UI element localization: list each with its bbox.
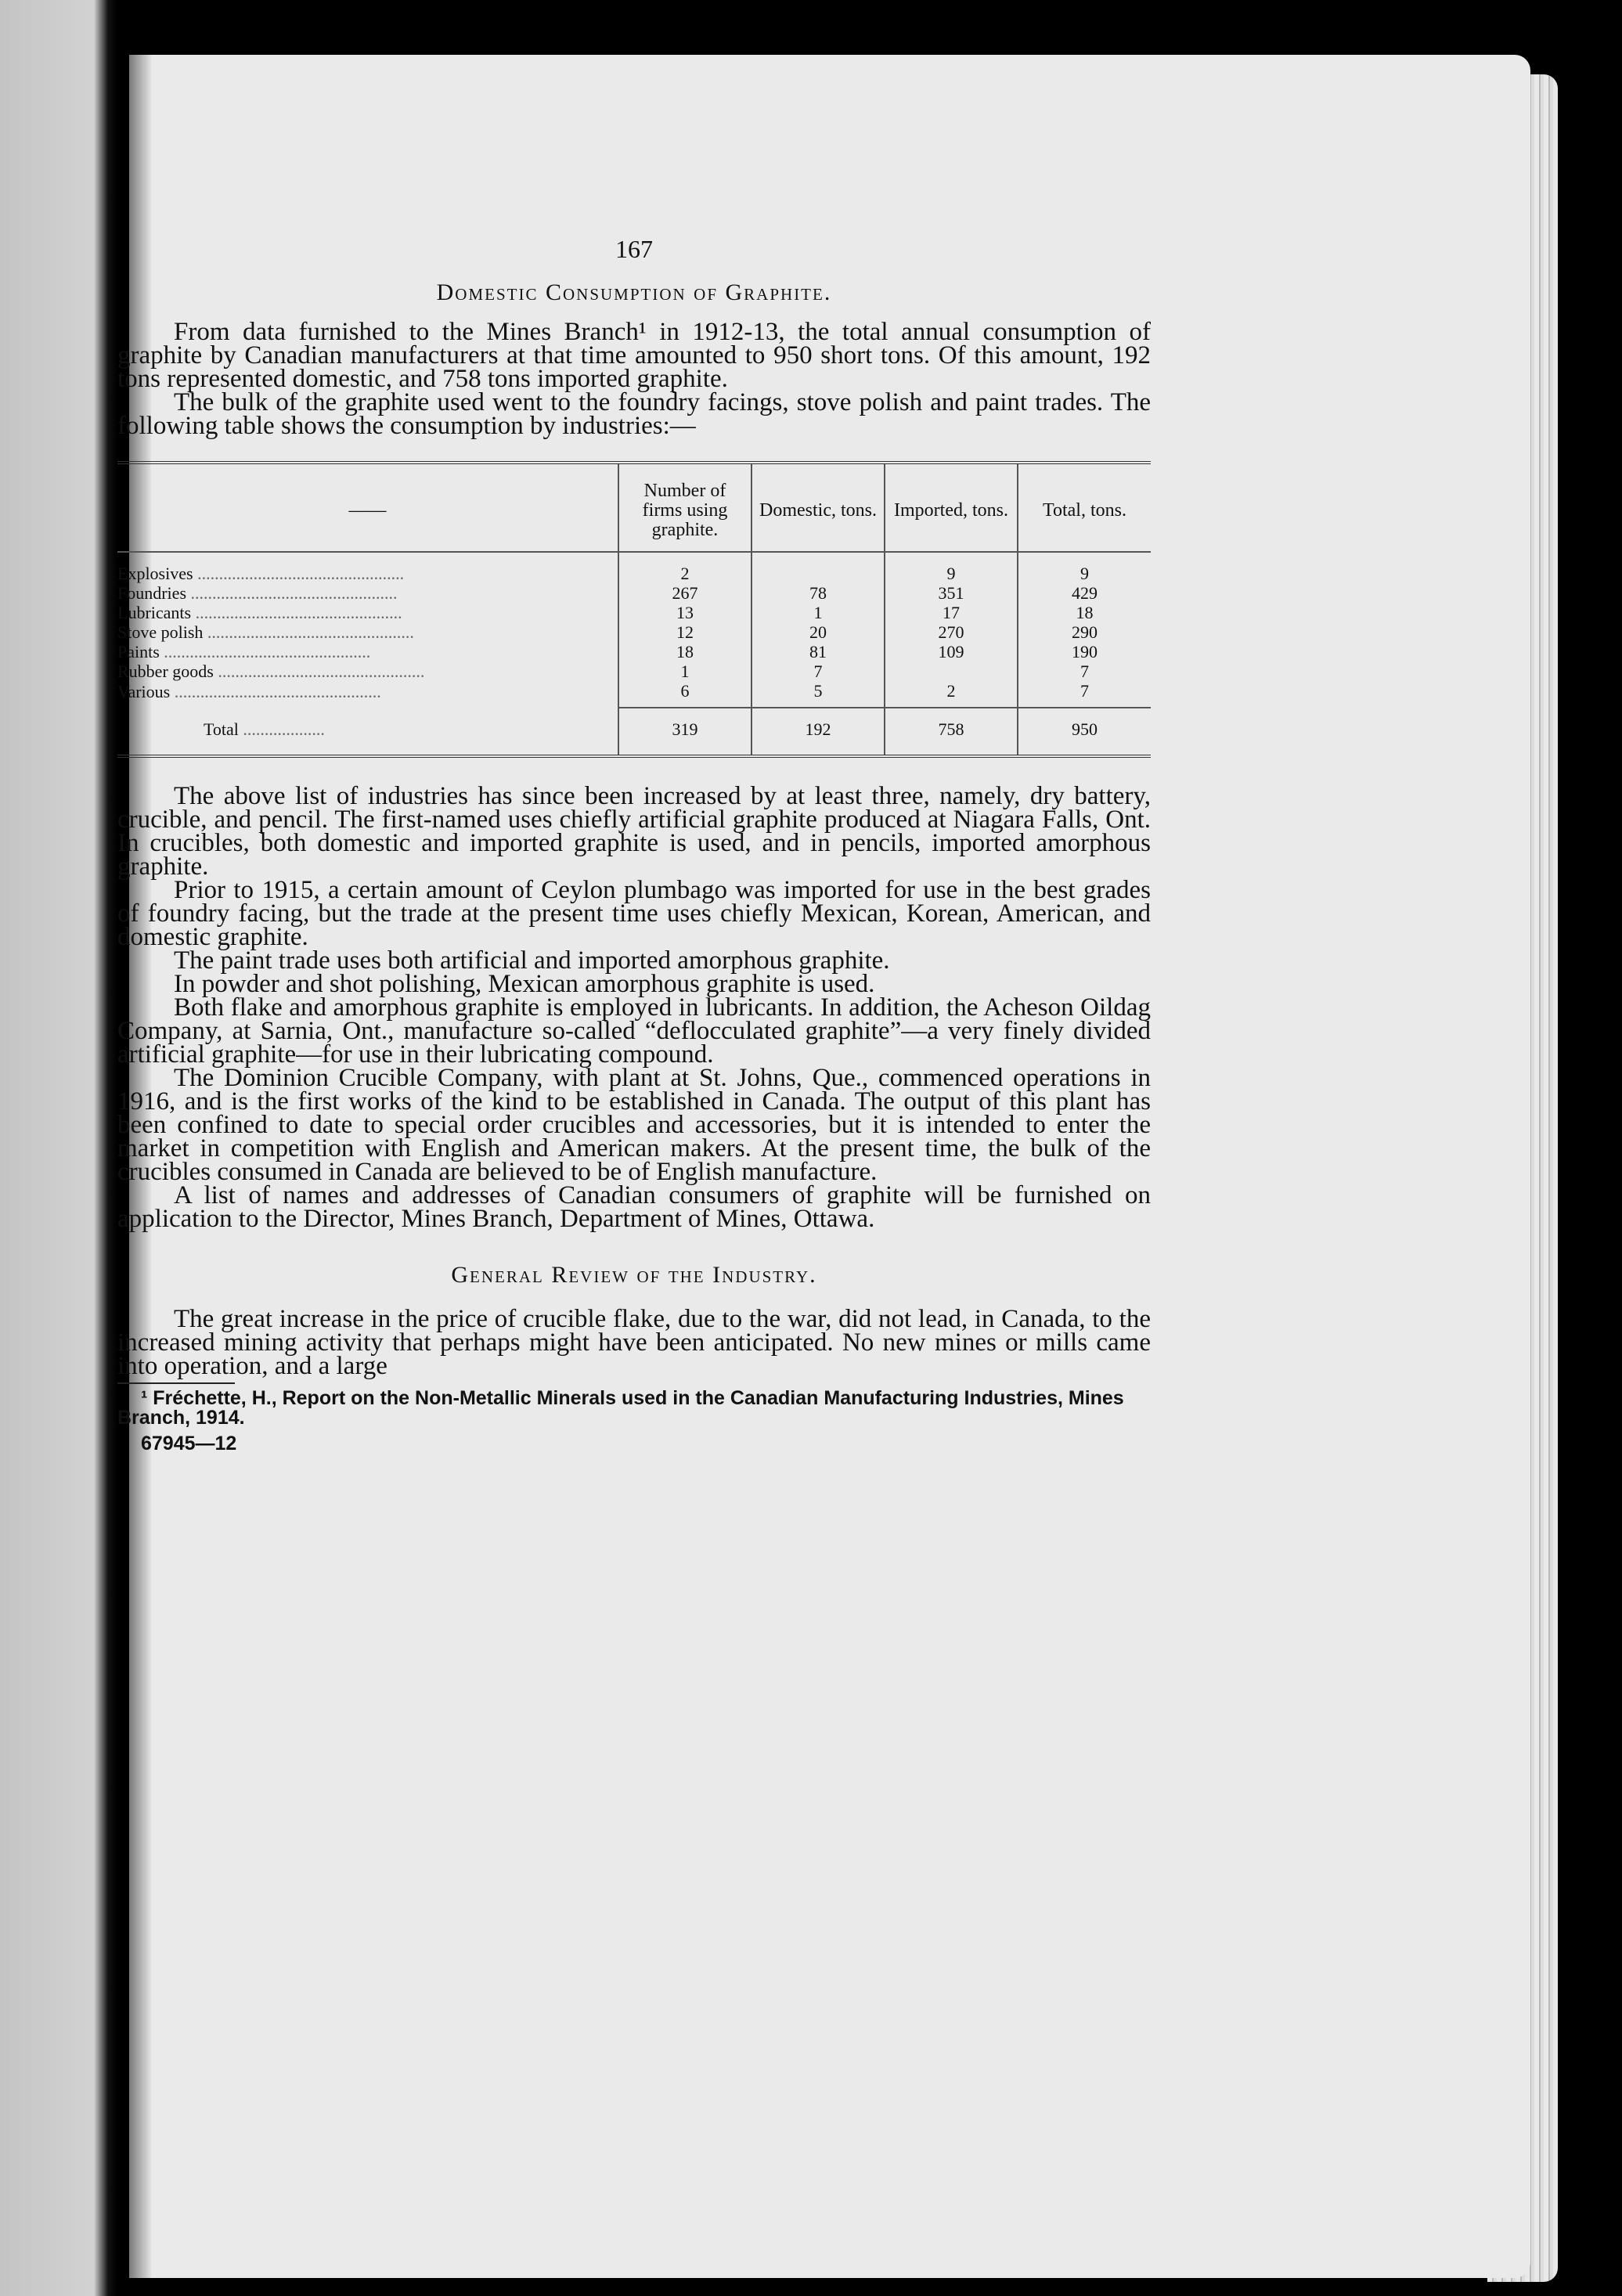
cell-firms: 2 — [618, 552, 752, 583]
row-label: Stove polish ..... — [117, 622, 618, 642]
table-header-firms: Number of firms using graphite. — [618, 464, 752, 552]
paragraph: Prior to 1915, a certain amount of Ceylon plumbago was imported for use in the best grades of foundry facing, but the trade at the present time uses chiefly Mexican, Korean, American, and domestic graphite. — [117, 876, 1151, 951]
table-row — [117, 681, 1151, 708]
cell-firms: 1 — [618, 661, 752, 681]
cell-firms: 13 — [618, 603, 752, 622]
cell-total: 7 — [1018, 661, 1151, 681]
cell-firms: 12 — [618, 622, 752, 642]
section-heading-general-review: General Review of the Industry. — [451, 1262, 817, 1288]
cell-total: 190 — [1018, 642, 1151, 661]
cell-total: 18 — [1018, 603, 1151, 622]
table-row — [117, 603, 1151, 622]
left-background — [0, 0, 117, 2296]
cell-imported: 351 — [885, 583, 1018, 603]
cell-imported: 9 — [885, 552, 1018, 583]
paragraph: In powder and shot polishing, Mexican amorphous graphite is used. — [174, 970, 875, 998]
cell-imported — [885, 661, 1018, 681]
cell-domestic: 1 — [752, 603, 885, 622]
cell-imported: 17 — [885, 603, 1018, 622]
paragraph: The above list of industries has since been increased by at least three, namely, dry battery, crucible, and pencil. The first-named uses chiefly artificial graphite produced at Niagara Falls, Ont. In crucibles, both domestic and imported graphite is used, and in pencils, imported amorphous graphite. — [117, 782, 1151, 881]
cell-domestic: 81 — [752, 642, 885, 661]
paragraph: The bulk of the graphite used went to the foundry facings, stove polish and paint trades. The following table shows the consumption by industries:— — [117, 388, 1151, 440]
footnote-rule — [117, 1382, 235, 1384]
table-header-imported: Imported, tons. — [885, 464, 1018, 552]
paragraph: A list of names and addresses of Canadian consumers of graphite will be furnished on application to the Director, Mines Branch, Department of Mines, Ottawa. — [117, 1181, 1151, 1233]
cell-imported: 109 — [885, 642, 1018, 661]
paragraph: Both flake and amorphous graphite is employed in lubricants. In addition, the Acheson Oildag Company, at Sarnia, Ont., manufacture so-called “deflocculated graphite”—a very finely divided artificial graphite—for use in their lubricating compound. — [117, 993, 1151, 1069]
table-header-stub: —— — [117, 464, 618, 552]
section-heading-domestic-consumption: Domestic Consumption of Graphite. — [436, 279, 832, 305]
paragraph: From data furnished to the Mines Branch¹ in 1912-13, the total annual consumption of graphite by Canadian manufacturers at that time amounted to 950 short tons. Of this amount, 192 tons represented domestic, and 758 tons imported graphite. — [117, 318, 1151, 393]
table-row — [117, 661, 1151, 681]
cell-domestic: 78 — [752, 583, 885, 603]
cell-total: 290 — [1018, 622, 1151, 642]
cell-imported: 2 — [885, 681, 1018, 708]
cell-domestic: 20 — [752, 622, 885, 642]
cell-imported: 270 — [885, 622, 1018, 642]
total-imported: 758 — [885, 708, 1018, 755]
total-label: Total ..... — [117, 708, 618, 755]
table-total-row — [117, 708, 1151, 755]
cell-firms: 6 — [618, 681, 752, 708]
footnote: ¹ Fréchette, H., Report on the Non-Metallic Minerals used in the Canadian Manufacturing Industries, Mines Branch, 1914. — [117, 1387, 1124, 1429]
row-label: Rubber goods ..... — [117, 661, 618, 681]
table-row — [117, 583, 1151, 603]
cell-total: 9 — [1018, 552, 1151, 583]
cell-total: 7 — [1018, 681, 1151, 708]
cell-firms: 18 — [618, 642, 752, 661]
total-domestic: 192 — [752, 708, 885, 755]
cell-total: 429 — [1018, 583, 1151, 603]
table-row — [117, 622, 1151, 642]
row-label: Lubricants ..... — [117, 603, 618, 622]
cell-domestic — [752, 552, 885, 583]
paragraph: The Dominion Crucible Company, with plant at St. Johns, Que., commenced operations in 1916, and is the first works of the kind to be established in Canada. The output of this plant has been confined to date to special order crucibles and accessories, but it is intended to enter the market in competition with English and American makers. At the present time, the bulk of the crucibles consumed in Canada are believed to be of English manufacture. — [117, 1064, 1151, 1186]
row-label: Explosives ..... — [117, 552, 618, 583]
table-row — [117, 642, 1151, 661]
table-row — [117, 552, 1151, 583]
row-label: Various ..... — [117, 681, 618, 708]
row-label: Paints ..... — [117, 642, 618, 661]
cell-domestic: 7 — [752, 661, 885, 681]
table-header-total: Total, tons. — [1018, 464, 1151, 552]
cell-firms: 267 — [618, 583, 752, 603]
total-total: 950 — [1018, 708, 1151, 755]
table-header-row — [117, 464, 1151, 552]
total-firms: 319 — [618, 708, 752, 755]
consumption-table — [117, 464, 1151, 755]
cell-domestic: 5 — [752, 681, 885, 708]
page-number: 167 — [615, 235, 653, 263]
paragraph: The great increase in the price of crucible flake, due to the war, did not lead, in Canada, to the increased mining activity that perhaps might have been anticipated. No new mines or mills came into operation, and a large — [117, 1305, 1151, 1380]
table-bottom-rule — [117, 755, 1151, 758]
paragraph: The paint trade uses both artificial and imported amorphous graphite. — [174, 946, 890, 975]
table-header-domestic: Domestic, tons. — [752, 464, 885, 552]
page-content — [117, 235, 1151, 1455]
row-label: Foundries ..... — [117, 583, 618, 603]
printer-signature: 67945—12 — [141, 1433, 237, 1454]
